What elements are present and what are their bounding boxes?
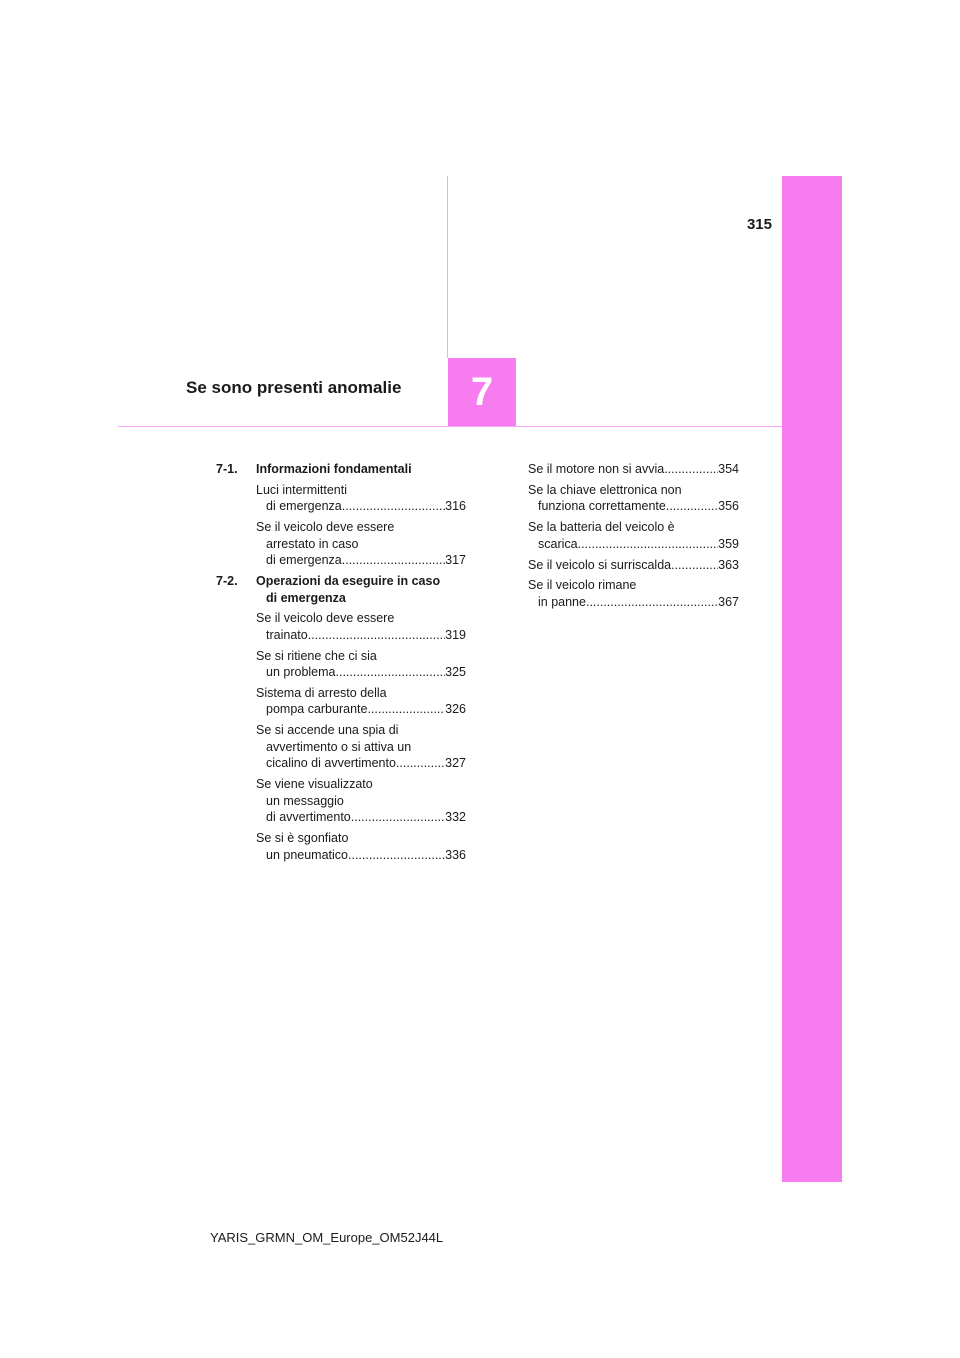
toc-entry-line: Se il veicolo rimane	[528, 578, 637, 593]
toc-leader-dots	[367, 701, 445, 718]
chapter-title: Se sono presenti anomalie	[186, 378, 402, 397]
toc-leader-dots	[308, 627, 445, 644]
toc-entry-line: Se il veicolo deve essere	[256, 611, 395, 626]
toc-section-title-line: Operazioni da eseguire in caso	[256, 573, 441, 588]
toc-left-column	[216, 461, 466, 868]
toc-entry	[256, 519, 466, 569]
toc-page-number: 332	[445, 810, 466, 825]
toc-entry-text: Se il motore non si avvia	[528, 462, 665, 476]
toc-section-title-line: Informazioni fondamentali	[256, 462, 412, 476]
toc-entry	[256, 648, 466, 681]
toc-entry-line: Se il veicolo deve essere	[256, 519, 395, 534]
toc-leader-dots	[666, 498, 718, 515]
toc-entry-line: arrestato in caso	[266, 536, 359, 551]
toc-section-title	[256, 573, 466, 606]
toc-entry-text: trainato	[266, 627, 308, 642]
toc-entry-last-line	[528, 536, 739, 553]
toc-entry-text: Se il veicolo si surriscalda	[528, 557, 672, 572]
toc-entry-text: scarica	[538, 536, 578, 551]
toc-leader-dots	[396, 755, 445, 772]
toc-entry	[256, 685, 466, 718]
toc-entry	[256, 722, 466, 772]
toc-leader-dots	[578, 536, 719, 553]
toc-page-number: 367	[718, 594, 739, 609]
toc-entry-last-line	[256, 755, 466, 772]
toc-page-number: 354	[718, 462, 739, 476]
toc-entry-last-line	[528, 461, 739, 478]
toc-entry-line: Se si è sgonfiato	[256, 831, 349, 846]
toc-leader-dots	[342, 498, 445, 515]
toc-entry-text: un problema	[266, 665, 336, 680]
toc-right-column	[528, 461, 739, 615]
toc-entry	[256, 830, 466, 863]
toc-section-heading	[216, 573, 466, 606]
toc-entry	[256, 482, 466, 515]
toc-entry-last-line	[256, 498, 466, 515]
toc-page-number: 336	[445, 847, 466, 862]
toc-leader-dots	[586, 594, 718, 611]
toc-entry-line: Se si ritiene che ci sia	[256, 648, 377, 663]
toc-entry-last-line	[256, 552, 466, 569]
toc-page-number: 356	[718, 499, 739, 514]
toc-leader-dots	[342, 552, 445, 569]
toc-leader-dots	[671, 557, 718, 574]
toc-entry-line: un messaggio	[266, 793, 344, 808]
toc-entry-last-line	[256, 809, 466, 826]
toc-entry-text: cicalino di avvertimento	[266, 756, 396, 771]
toc-entry	[528, 461, 739, 478]
toc-section-number: 7-1.	[216, 462, 238, 476]
toc-entry-last-line	[256, 664, 466, 681]
toc-section-title-line: di emergenza	[266, 590, 346, 605]
chapter-tab-strip	[782, 176, 842, 1182]
toc-entry-text: in panne	[538, 594, 586, 609]
toc-entry	[528, 519, 739, 552]
toc-page-number: 319	[445, 627, 466, 642]
chapter-number-box: 7	[448, 358, 516, 426]
toc-entry-text: un pneumatico	[266, 847, 349, 862]
toc-entry-line: Se la chiave elettronica non	[528, 482, 682, 497]
toc-entry-last-line	[256, 847, 466, 864]
toc-entry-text: di avvertimento	[266, 810, 351, 825]
toc-section-number: 7-2.	[216, 573, 238, 588]
toc-page-number: 325	[445, 665, 466, 680]
toc-entry	[528, 482, 739, 515]
horizontal-rule	[118, 426, 782, 427]
toc-entry-text: di emergenza	[266, 553, 342, 568]
toc-section-heading	[216, 461, 466, 478]
toc-page-number: 316	[445, 499, 466, 514]
toc-page-number: 363	[718, 557, 739, 572]
toc-entry-line: Se la batteria del veicolo è	[528, 520, 675, 535]
page-number: 315	[746, 216, 772, 233]
toc-leader-dots	[336, 664, 446, 681]
toc-entry-line: Sistema di arresto della	[256, 685, 387, 700]
toc-entry	[256, 610, 466, 643]
toc-entry-line: Se si accende una spia di	[256, 723, 399, 738]
toc-entry-text: funziona correttamente	[538, 499, 666, 514]
toc-entry-last-line	[256, 627, 466, 644]
toc-entry	[256, 776, 466, 826]
toc-entry-text: pompa carburante	[266, 702, 368, 717]
toc-leader-dots	[348, 847, 445, 864]
toc-entry-last-line	[256, 701, 466, 718]
document-code-footer: YARIS_GRMN_OM_Europe_OM52J44L	[210, 1230, 444, 1245]
toc-page-number: 326	[445, 702, 466, 717]
toc-entry-text: di emergenza	[266, 499, 342, 514]
toc-entry	[528, 557, 739, 574]
toc-page-number: 359	[718, 536, 739, 551]
vertical-rule	[447, 176, 448, 358]
toc-page-number: 317	[445, 553, 466, 568]
toc-entry-last-line	[528, 498, 739, 515]
toc-entry-line: Se viene visualizzato	[256, 777, 373, 792]
toc-leader-dots	[351, 809, 445, 826]
toc-entry-last-line	[528, 594, 739, 611]
toc-page-number: 327	[445, 756, 466, 771]
toc-entry-last-line	[528, 557, 739, 574]
toc-leader-dots	[664, 461, 718, 478]
toc-entry	[528, 577, 739, 610]
toc-entry-line: avvertimento o si attiva un	[266, 739, 412, 754]
toc-entry-line: Luci intermittenti	[256, 482, 348, 497]
toc-section-title	[256, 461, 466, 478]
